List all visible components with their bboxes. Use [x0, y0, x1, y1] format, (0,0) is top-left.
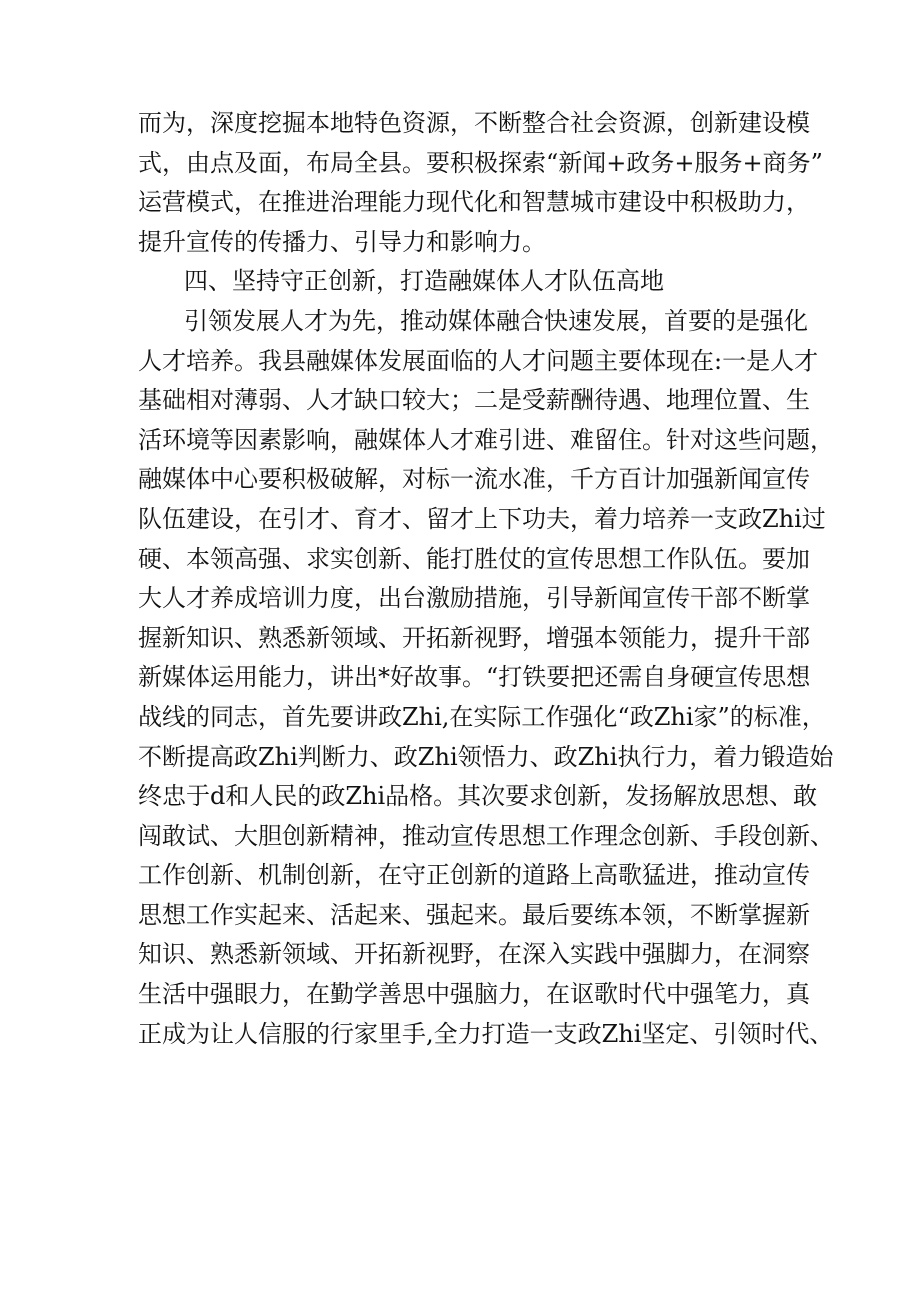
text-line-12: 硬、本领高强、求实创新、能打胜仗的宣传思想工作队伍。要加: [138, 544, 810, 573]
text-line-10: 融媒体中心要积极破解，对标一流水准，千方百计加强新闻宣传: [138, 465, 810, 494]
text-line-1: 而为，深度挖掘本地特色资源，不断整合社会资源，创新建设模: [138, 109, 810, 137]
text-line-23: 生活中强眼力，在勤学善思中强脑力，在讴歌时代中强笔力，真: [138, 980, 810, 1009]
text-line-19: 闯敢试、大胆创新精神，推动宣传思想工作理念创新、手段创新、: [138, 821, 834, 850]
text-line-7: 人才培养。我县融媒体发展面临的人才问题主要体现在:一是人才: [138, 346, 819, 375]
body-text: [138, 104, 834, 1054]
text-line-2: 式，由点及面，布局全县。要积极探索“新闻+政务+服务+商务”: [138, 148, 823, 177]
text-line-8: 基础相对薄弱、人才缺口较大；二是受薪酬待遇、地理位置、生: [138, 386, 810, 415]
text-line-22: 知识、熟悉新领域、开拓新视野，在深入实践中强脚力，在洞察: [138, 940, 810, 969]
text-line-6: 引领发展人才为先，推动媒体融合快速发展，首要的是强化: [184, 306, 808, 335]
text-line-15: 新媒体运用能力，讲出*好故事。“打铁要把还需自身硬宣传思想: [138, 663, 811, 692]
text-line-11: 队伍建设，在引才、育才、留才上下功夫，着力培养一支政Zhi过: [138, 504, 826, 533]
text-line-3: 运营模式，在推进治理能力现代化和智慧城市建设中积极助力，: [138, 188, 810, 217]
text-line-18: 终忠于d和人民的政Zhi品格。其次要求创新，发扬解放思想、敢: [138, 782, 818, 811]
text-line-9: 活环境等因素影响，融媒体人才难引进、难留住。针对这些问题，: [138, 425, 834, 454]
section-heading: 四、坚持守正创新，打造融媒体人才队伍高地: [184, 267, 664, 296]
text-line-21: 思想工作实起来、活起来、强起来。最后要练本领，不断掌握新: [138, 900, 810, 929]
text-line-4: 提升宣传的传播力、引导力和影响力。: [138, 227, 546, 256]
text-line-20: 工作创新、机制创新，在守正创新的道路上高歌猛进，推动宣传: [138, 861, 810, 890]
text-line-24: 正成为让人信服的行家里手,全力打造一支政Zhi坚定、引领时代、: [138, 1019, 834, 1048]
text-line-17: 不断提高政Zhi判断力、政Zhi领悟力、政Zhi执行力，着力锻造始: [138, 742, 834, 771]
text-line-16: 战线的同志，首先要讲政Zhi,在实际工作强化“政Zhi家”的标准，: [138, 702, 826, 731]
text-line-13: 大人才养成培训力度，出台激励措施，引导新闻宣传干部不断掌: [138, 584, 810, 613]
text-line-14: 握新知识、熟悉新领域、开拓新视野，增强本领能力，提升干部: [138, 623, 810, 652]
